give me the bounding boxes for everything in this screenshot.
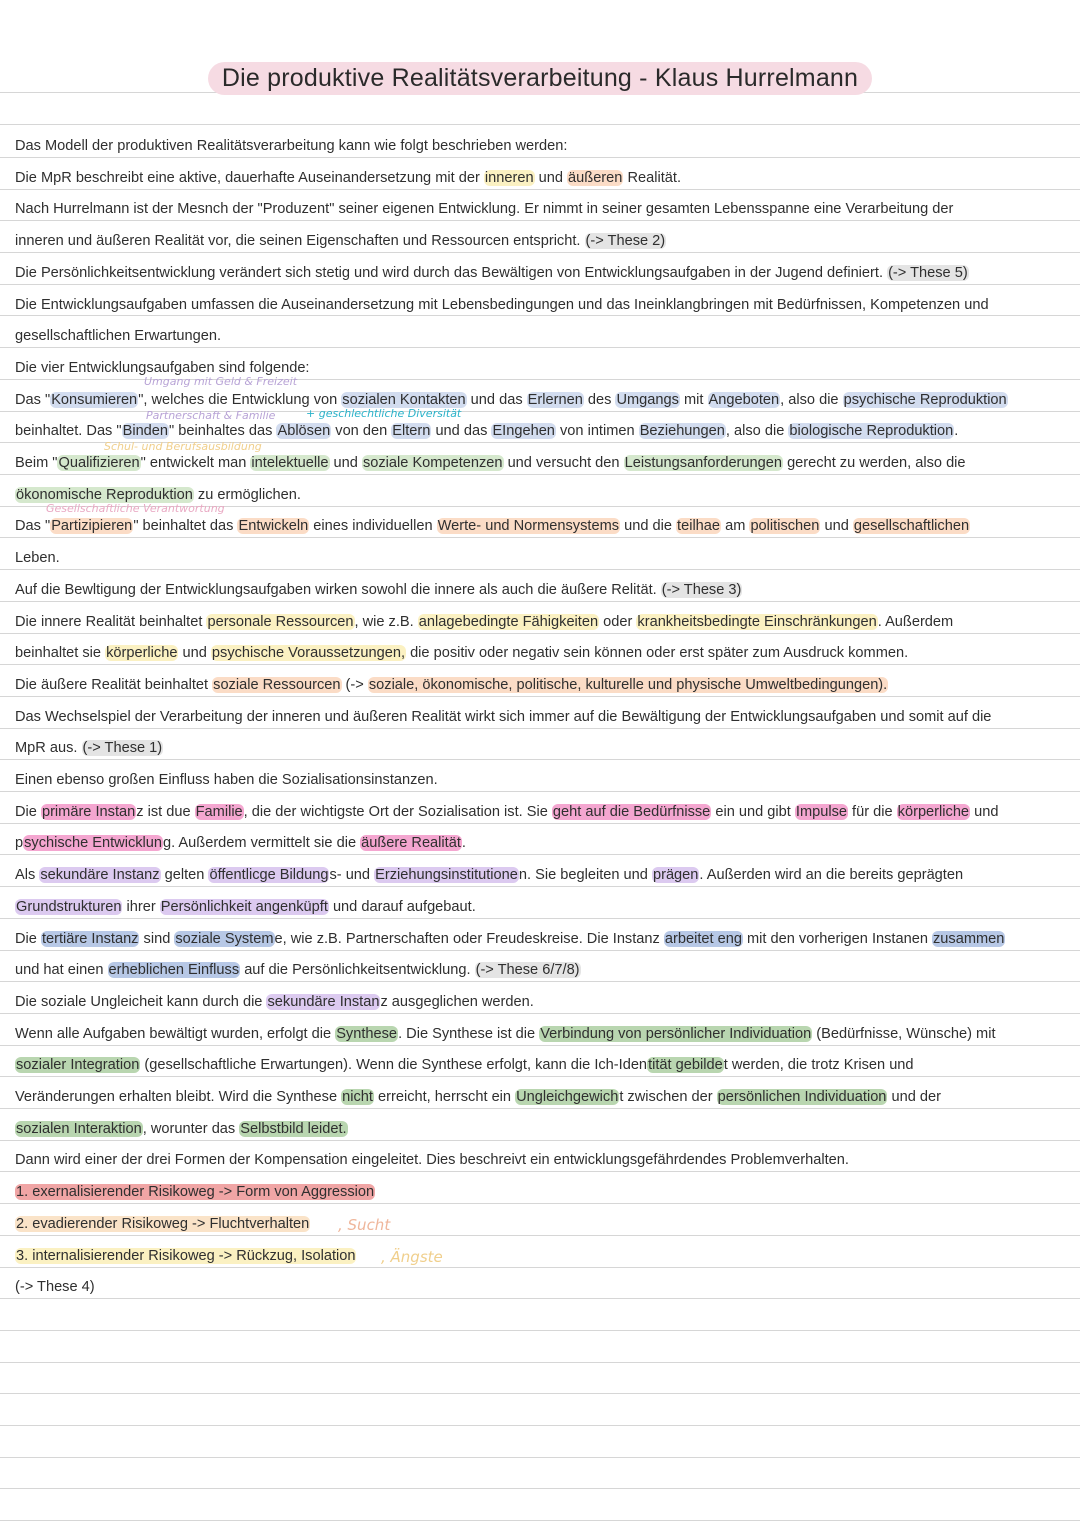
highlighted-term: zusammen — [933, 930, 1005, 947]
ruled-line — [0, 1235, 1080, 1236]
text-line — [15, 1214, 310, 1234]
ruled-line — [0, 1425, 1080, 1426]
highlighted-term: sekundäre Instan — [267, 993, 380, 1010]
highlighted-term: Beziehungen — [639, 423, 725, 440]
text-segment: und — [970, 803, 999, 820]
ruled-line — [0, 157, 1080, 158]
text-segment: " beinhaltes das — [169, 423, 277, 440]
highlighted-term: tität gebilde — [648, 1057, 723, 1074]
ruled-line — [0, 1330, 1080, 1331]
text-segment: Die Persönlichkeitsentwicklung verändert sich stetig und wird durch das Bewältigen von Entwicklungsaufgaben in der Jugend definiert. — [15, 264, 888, 281]
highlighted-term: (-> These 1) — [82, 740, 163, 757]
text-segment: g. Außerdem vermittelt sie die — [163, 835, 361, 852]
text-segment: Die — [15, 803, 41, 820]
text-segment: sind — [139, 930, 175, 947]
annotation-aengste: , Ängste — [381, 1248, 443, 1266]
text-segment: Die äußere Realität beinhaltet — [15, 676, 213, 693]
highlighted-term: sychische Entwicklun — [24, 835, 163, 852]
text-line — [15, 929, 1005, 949]
text-segment: , die der wichtigste Ort der Sozialisation ist. Sie — [243, 803, 552, 820]
highlighted-term: (-> These 5) — [888, 264, 968, 281]
text-segment: Als — [15, 867, 40, 884]
text-segment: mit — [679, 391, 708, 408]
highlighted-term: personale Ressourcen — [207, 613, 354, 630]
text-line — [15, 992, 534, 1012]
text-segment: Die innere Realität beinhaltet — [15, 613, 207, 630]
ruled-line — [0, 569, 1080, 570]
text-line — [15, 738, 163, 758]
text-segment: zu ermöglichen. — [193, 486, 301, 503]
highlighted-term: soziale Ressourcen — [213, 676, 341, 693]
text-line — [15, 1150, 849, 1170]
highlighted-term: erheblichen Einfluss — [108, 962, 240, 979]
annotation-konsumieren: Umgang mit Geld & Freizeit — [144, 375, 298, 388]
highlighted-term: Erziehungsinstitutione — [375, 867, 518, 884]
text-segment: z ist due — [136, 803, 195, 820]
text-line — [15, 580, 742, 600]
ruled-line — [0, 315, 1080, 316]
highlighted-term: Erlernen — [527, 391, 583, 408]
ruled-line — [0, 633, 1080, 634]
highlighted-term: (-> These 2) — [585, 233, 666, 250]
text-segment: Die MpR beschreibt eine aktive, dauerhafte Auseinandersetzung mit der — [15, 169, 484, 186]
highlighted-term: soziale Kompetenzen — [362, 455, 503, 471]
text-line — [15, 1182, 375, 1202]
ruled-line — [0, 1457, 1080, 1458]
text-segment: (Bedürfnisse, Wünsche) mit — [812, 1025, 996, 1042]
highlighted-term: Binden — [122, 423, 169, 440]
highlighted-term: arbeitet eng — [664, 930, 742, 947]
highlighted-term: psychische Voraussetzungen, — [211, 645, 406, 662]
highlighted-term: äußeren — [568, 169, 623, 186]
highlighted-term: Synthese — [336, 1025, 398, 1042]
ruled-line — [0, 124, 1080, 125]
ruled-line — [0, 981, 1080, 982]
text-segment: am — [721, 518, 750, 535]
highlighted-term: psychische Reproduktion — [843, 391, 1007, 408]
text-line — [15, 548, 60, 568]
text-segment: Das " — [15, 391, 51, 408]
annotation-binden-partnerschaft: Partnerschaft & Familie — [146, 409, 276, 422]
highlighted-term: (-> These 3) — [661, 581, 742, 598]
text-segment: z ausgeglichen werden. — [380, 993, 534, 1010]
highlighted-term: Umgangs — [616, 391, 679, 408]
text-segment: " beinhaltet das — [133, 518, 238, 535]
ruled-line — [0, 823, 1080, 824]
text-segment: erreicht, herrscht ein — [373, 1089, 516, 1105]
ruled-line — [0, 1393, 1080, 1394]
highlighted-term: Eltern — [392, 423, 431, 440]
text-segment: Die — [15, 930, 41, 947]
text-segment: Realität. — [623, 169, 681, 186]
text-segment: inneren und äußeren Realität vor, die seinen Eigenschaften und Ressourcen entspricht. — [15, 233, 585, 250]
text-line — [15, 1024, 996, 1044]
ruled-line — [0, 1298, 1080, 1299]
text-line — [15, 612, 953, 632]
text-segment: für die — [848, 803, 897, 820]
text-segment: Veränderungen erhalten bleibt. Wird die Synthese — [15, 1089, 342, 1105]
text-line — [15, 136, 567, 156]
ruled-line — [0, 284, 1080, 285]
highlighted-term: 3. internalisierender Risikoweg -> Rückzug, Isolation — [16, 1247, 356, 1264]
ruled-line — [0, 728, 1080, 729]
text-segment: und — [534, 169, 568, 186]
ruled-line — [0, 1203, 1080, 1204]
highlighted-term: anlagebedingte Fähigkeiten — [418, 613, 599, 630]
text-segment: Dann wird einer der drei Formen der Kompensation eingeleitet. Dies beschreivt ein entwicklungsgefährdendes Problemverhalten. — [15, 1152, 849, 1169]
text-segment: (gesellschaftliche Erwartungen). Wenn die Synthese erfolgt, kann die Ich-Iden — [140, 1057, 648, 1074]
text-segment: Wenn alle Aufgaben bewältigt wurden, erfolgt die — [15, 1025, 336, 1042]
text-segment: . Die Synthese ist die — [398, 1025, 540, 1042]
text-segment: eines individuellen — [309, 518, 437, 535]
text-segment: auf die Persönlichkeitsentwicklung. — [240, 962, 475, 979]
highlighted-term: Grundstrukturen — [16, 898, 122, 915]
highlighted-term: äußere Realität — [361, 835, 461, 852]
text-line — [15, 516, 970, 536]
ruled-line — [0, 1267, 1080, 1268]
text-segment: Einen ebenso großen Einfluss haben die Sozialisationsinstanzen. — [15, 772, 438, 788]
text-segment: mit den vorherigen Instanen — [742, 930, 932, 947]
ruled-line — [0, 1108, 1080, 1109]
highlighted-term: körperliche — [106, 645, 178, 662]
ruled-line — [0, 918, 1080, 919]
text-segment: p — [15, 835, 24, 852]
highlighted-term: EIngehen — [492, 423, 555, 440]
text-line — [15, 1246, 356, 1266]
text-line — [15, 168, 681, 188]
highlighted-term: teilhae — [677, 518, 721, 535]
ruled-line — [0, 252, 1080, 253]
highlighted-term: soziale System — [175, 930, 274, 947]
ruled-line — [0, 1045, 1080, 1046]
highlighted-term: Konsumieren — [51, 391, 138, 408]
text-line — [15, 960, 581, 980]
text-segment: ein und gibt — [711, 803, 795, 820]
highlighted-term: Partizipieren — [51, 518, 133, 535]
highlighted-term: politischen — [750, 518, 820, 535]
text-segment: MpR aus. — [15, 740, 82, 757]
text-line — [15, 833, 466, 853]
text-line — [15, 453, 966, 473]
page-title: Die produktive Realitätsverarbeitung - Klaus Hurrelmann — [208, 62, 872, 95]
highlighted-term: primäre Instan — [41, 803, 136, 820]
text-segment: . — [954, 423, 959, 440]
ruled-line — [0, 474, 1080, 475]
ruled-line — [0, 537, 1080, 538]
text-line — [15, 263, 969, 283]
text-segment: gesellschaftlichen Erwartungen. — [15, 328, 222, 345]
text-segment: und der — [887, 1089, 941, 1105]
text-line — [15, 865, 963, 885]
highlighted-term: 2. evadierender Risikoweg -> Fluchtverhalten — [16, 1215, 310, 1232]
text-segment: Leben. — [15, 550, 60, 567]
highlighted-term: Werte- und Normensystems — [437, 518, 620, 535]
text-segment: . — [461, 835, 466, 852]
text-line — [15, 675, 888, 695]
highlighted-term: biologische Reproduktion — [789, 423, 954, 440]
ruled-line — [0, 1171, 1080, 1172]
text-segment: Beim " — [15, 455, 58, 471]
text-segment: ihrer — [122, 898, 160, 915]
text-line — [15, 802, 998, 822]
annotation-binden-diversitaet: + geschlechtliche Diversität — [306, 407, 462, 420]
annotation-sucht: , Sucht — [338, 1216, 391, 1234]
highlighted-term: 1. exernalisierender Risikoweg -> Form von Aggression — [16, 1184, 375, 1201]
text-segment: und — [329, 455, 362, 471]
text-line — [15, 295, 989, 315]
text-segment: Die soziale Ungleicheit kann durch die — [15, 993, 267, 1010]
text-line — [15, 1119, 348, 1139]
annotation-partizipieren: Gesellschaftliche Verantwortung — [46, 502, 225, 515]
ruled-line — [0, 664, 1080, 665]
text-segment: und die — [620, 518, 677, 535]
text-segment: gelten — [160, 867, 209, 884]
highlighted-term: öffentlicge Bildung — [209, 867, 329, 884]
text-line — [15, 390, 1008, 410]
ruled-line — [0, 1013, 1080, 1014]
text-segment: Nach Hurrelmann ist der Mesnch der "Produzent" seiner eigenen Entwicklung. Er nimmt in seiner gesamten Lebensspanne eine Verarbeitung der — [15, 201, 954, 218]
ruled-line — [0, 601, 1080, 602]
text-segment: beinhaltet sie — [15, 645, 106, 662]
text-segment: von den — [331, 423, 392, 440]
text-segment: gerecht zu werden, also die — [783, 455, 966, 471]
ruled-line — [0, 950, 1080, 951]
text-segment: und hat einen — [15, 962, 108, 979]
text-segment: . Außerden wird an die bereits geprägten — [699, 867, 964, 884]
highlighted-term: Verbindung von persönlicher Individuation — [540, 1025, 812, 1042]
text-line — [15, 1055, 914, 1075]
text-segment: und versucht den — [503, 455, 624, 471]
ruled-line — [0, 1362, 1080, 1363]
text-segment: und darauf aufgebaut. — [328, 898, 476, 915]
text-segment: , also die — [780, 391, 843, 408]
ruled-line — [0, 1076, 1080, 1077]
ruled-line — [0, 886, 1080, 887]
ruled-line — [0, 854, 1080, 855]
highlighted-term: Leistungsanforderungen — [624, 455, 783, 471]
text-segment: " entwickelt man — [140, 455, 251, 471]
highlighted-term: Entwickeln — [238, 518, 309, 535]
text-line — [15, 326, 221, 346]
text-line — [15, 770, 438, 790]
text-line — [15, 231, 666, 251]
highlighted-term: nicht — [342, 1089, 373, 1105]
ruled-line — [0, 696, 1080, 697]
highlighted-term: Ungleichgewich — [516, 1089, 619, 1105]
highlighted-term: intelektuelle — [251, 455, 329, 471]
text-segment: Die Entwicklungsaufgaben umfassen die Auseinandersetzung mit Lebensbedingungen und das Ineinklangbringen mit Bedürfnissen, Kompetenzen und — [15, 296, 989, 313]
text-segment: t zwischen der — [619, 1089, 717, 1105]
text-segment: Auf die Bewltigung der Entwicklungsaufgaben wirken sowohl die innere als auch die äußere Relität. — [15, 581, 661, 598]
highlighted-term: sozialen Kontakten — [342, 391, 466, 408]
text-segment: und das — [466, 391, 527, 408]
highlighted-term: sozialen Interaktion — [16, 1120, 142, 1137]
text-segment: oder — [599, 613, 637, 630]
ruled-line — [0, 1488, 1080, 1489]
text-segment: und — [820, 518, 853, 535]
ruled-line — [0, 791, 1080, 792]
ruled-line — [0, 759, 1080, 760]
text-line — [15, 1087, 941, 1107]
text-line — [15, 199, 953, 219]
text-segment: e, wie z.B. Partnerschaften oder Freudeskreise. Die Instanz — [274, 930, 664, 947]
highlighted-term: Angeboten — [708, 391, 780, 408]
highlighted-term: soziale, ökonomische, politische, kulturelle und physische Umweltbedingungen). — [368, 676, 888, 693]
text-segment: und — [178, 645, 211, 662]
highlighted-term: persönlichen Individuation — [717, 1089, 887, 1105]
ruled-line — [0, 189, 1080, 190]
text-segment: , also die — [725, 423, 789, 440]
text-segment: , worunter das — [142, 1120, 240, 1137]
ruled-line — [0, 220, 1080, 221]
highlighted-term: (-> These 6/7/8) — [475, 962, 580, 979]
highlighted-term: geht auf die Bedürfnisse — [552, 803, 711, 820]
text-segment: (-> — [341, 676, 368, 693]
annotation-qualifizieren: Schul- und Berufsausbildung — [104, 440, 262, 453]
highlighted-term: körperliche — [897, 803, 970, 820]
text-segment: die positiv oder negativ sein können oder erst später zum Ausdruck kommen. — [406, 645, 909, 662]
text-line — [15, 897, 476, 917]
ruled-line — [0, 1520, 1080, 1521]
text-segment: von intimen — [555, 423, 639, 440]
text-line — [15, 707, 991, 727]
highlighted-term: krankheitsbedingte Einschränkungen — [637, 613, 877, 630]
highlighted-term: Familie — [195, 803, 243, 820]
highlighted-term: Impulse — [795, 803, 847, 820]
ruled-line — [0, 1140, 1080, 1141]
text-segment: n. Sie begleiten und — [518, 867, 652, 884]
highlighted-term: inneren — [484, 169, 534, 186]
text-line — [15, 1277, 95, 1297]
text-segment: , wie z.B. — [354, 613, 418, 630]
text-line — [15, 643, 908, 663]
highlighted-term: sozialer Integration — [16, 1057, 140, 1074]
highlighted-term: ökonomische Reproduktion — [16, 486, 193, 503]
text-segment: des — [583, 391, 616, 408]
highlighted-term: gesellschaftlichen — [853, 518, 970, 535]
highlighted-term: Persönlichkeit angenküpft — [160, 898, 328, 915]
text-segment: und das — [431, 423, 492, 440]
text-segment: t werden, die trotz Krisen und — [723, 1057, 914, 1074]
highlighted-term: Selbstbild leidet. — [240, 1120, 347, 1137]
text-segment: Das " — [15, 518, 51, 535]
highlighted-term: Qualifizieren — [58, 455, 140, 471]
text-line — [15, 421, 958, 441]
text-segment: ", welches die Entwicklung von — [138, 391, 342, 408]
text-segment: beinhaltet. Das " — [15, 423, 122, 440]
text-segment: . Außerdem — [877, 613, 954, 630]
ruled-line — [0, 347, 1080, 348]
highlighted-term: tertiäre Instanz — [41, 930, 139, 947]
highlighted-term: Ablösen — [277, 423, 331, 440]
text-segment: (-> These 4) — [15, 1279, 95, 1296]
text-segment: Das Modell der produktiven Realitätsverarbeitung kann wie folgt beschrieben werden: — [15, 138, 568, 154]
highlighted-term: sekundäre Instanz — [40, 867, 160, 884]
text-segment: Das Wechselspiel der Verarbeitung der inneren und äußeren Realität wirkt sich immer auf die Bewältigung der Entwicklungsaufgaben und somit auf die — [15, 708, 992, 725]
highlighted-term: prägen — [652, 867, 699, 884]
text-segment: s- und — [329, 867, 375, 884]
text-segment: Die vier Entwicklungsaufgaben sind folgende: — [15, 359, 310, 376]
